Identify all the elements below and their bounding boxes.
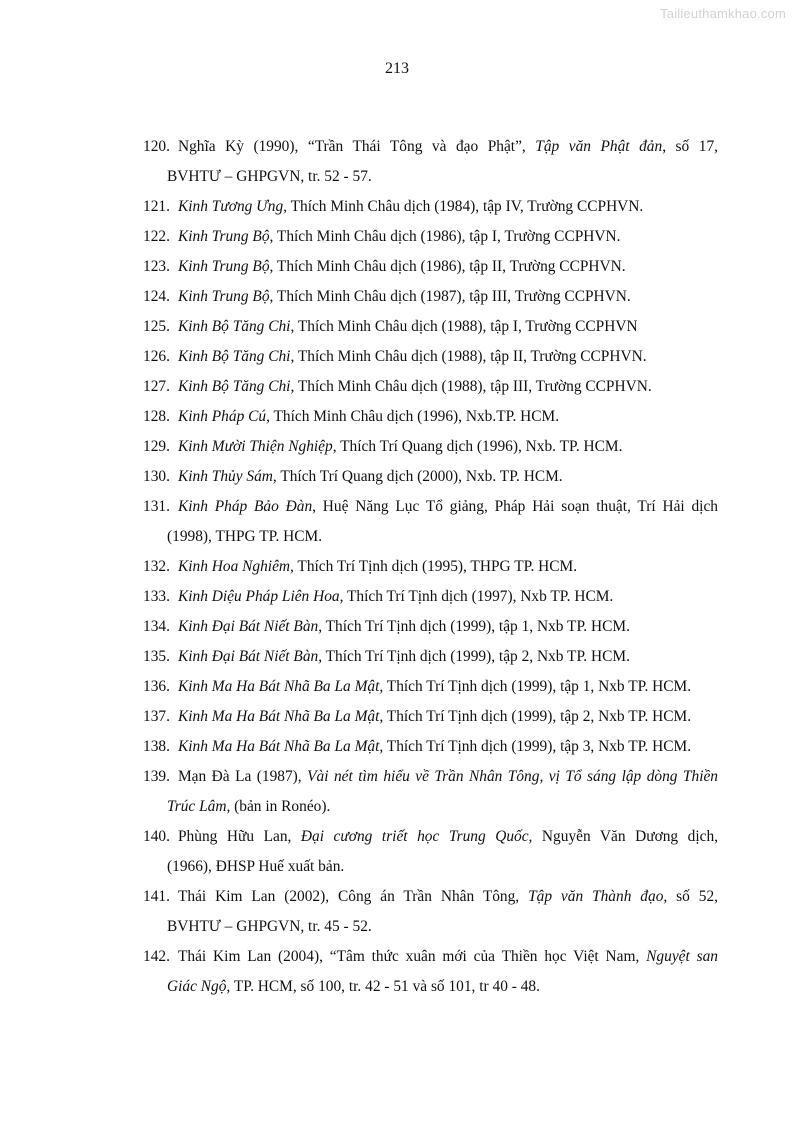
reference-text: , Thích Trí Quang dịch (2000), Nxb. TP. HCM.: [272, 468, 563, 485]
reference-number: 125.: [143, 318, 170, 335]
reference-line: [143, 372, 718, 402]
reference-number: 138.: [143, 738, 170, 755]
reference-text: Thích Trí Tịnh dịch (1997), Nxb TP. HCM.: [343, 588, 614, 605]
reference-line: [143, 552, 718, 582]
reference-title: Kinh Bộ Tăng Chi: [178, 348, 291, 365]
reference-text: TP. HCM, số 100, tr. 42 - 51 và số 101, tr 40 - 48.: [230, 978, 540, 995]
reference-line: [143, 642, 718, 672]
reference-number: 133.: [143, 588, 170, 605]
reference-text: Thích Trí Tịnh dịch (1999), tập 2, Nxb TP. HCM.: [383, 708, 692, 725]
reference-text: (bản in Ronéo).: [230, 798, 331, 815]
reference-text: Mạn Đà La (1987),: [178, 768, 308, 785]
reference-text: BVHTƯ – GHPGVN, tr. 52 - 57.: [167, 168, 372, 185]
reference-line: [143, 282, 718, 312]
reference-line: [143, 492, 718, 522]
reference-number: 139.: [143, 768, 170, 785]
reference-title: Kinh Trung Bộ: [178, 258, 270, 275]
reference-line: [143, 402, 718, 432]
reference-text: , Thích Minh Châu dịch (1988), tập III, Trường CCPHVN.: [290, 378, 652, 395]
reference-number: 132.: [143, 558, 170, 575]
reference-title: Kinh Bộ Tăng Chi: [178, 378, 291, 395]
reference-title: Kinh Đại Bát Niết Bàn,: [178, 618, 323, 635]
reference-line: [143, 792, 718, 822]
reference-number: 135.: [143, 648, 170, 665]
reference-item: [143, 732, 718, 762]
reference-text: Thích Trí Tịnh dịch (1995), THPG TP. HCM.: [293, 558, 578, 575]
reference-item: [143, 882, 718, 942]
reference-title: Kinh Đại Bát Niết Bàn,: [178, 648, 323, 665]
reference-number: 137.: [143, 708, 170, 725]
reference-text: , Thích Minh Châu dịch (1987), tập III, Trường CCPHVN.: [269, 288, 631, 305]
reference-line: [143, 162, 718, 192]
reference-item: [143, 612, 718, 642]
reference-line: [143, 342, 718, 372]
reference-line: [143, 912, 718, 942]
reference-number: 134.: [143, 618, 170, 635]
reference-item: [143, 462, 718, 492]
reference-item: [143, 252, 718, 282]
reference-number: 120.: [143, 138, 170, 155]
reference-item: [143, 552, 718, 582]
reference-line: [143, 972, 718, 1002]
reference-line: [143, 522, 718, 552]
reference-text: Thích Trí Tịnh dịch (1999), tập 1, Nxb TP. HCM.: [322, 618, 630, 635]
reference-item: [143, 312, 718, 342]
reference-item: [143, 342, 718, 372]
reference-number: 124.: [143, 288, 170, 305]
reference-item: [143, 402, 718, 432]
reference-title: Kinh Mười Thiện Nghiệp: [178, 438, 333, 455]
reference-text: , Thích Minh Châu dịch (1986), tập I, Trường CCPHVN.: [269, 228, 621, 245]
reference-number: 129.: [143, 438, 170, 455]
reference-text: Phùng Hữu Lan,: [178, 828, 301, 845]
reference-title: Kinh Pháp Bảo Đàn: [178, 498, 313, 515]
reference-title: Tập văn Thành đạo,: [528, 888, 668, 905]
reference-number: 128.: [143, 408, 170, 425]
reference-text: Thích Minh Châu dịch (1984), tập IV, Trường CCPHVN.: [287, 198, 644, 215]
reference-item: [143, 492, 718, 552]
reference-line: [143, 582, 718, 612]
reference-list: [143, 132, 718, 1002]
reference-title: Kinh Diệu Pháp Liên Hoa,: [178, 588, 344, 605]
reference-item: [143, 582, 718, 612]
reference-line: [143, 822, 718, 852]
reference-text: , số 17,: [662, 138, 719, 155]
reference-number: 141.: [143, 888, 170, 905]
reference-title: Kinh Ma Ha Bát Nhã Ba La Mật,: [178, 708, 384, 725]
reference-line: [143, 192, 718, 222]
reference-item: [143, 942, 718, 1002]
reference-title: Kinh Bộ Tăng Chi: [178, 318, 291, 335]
reference-title: Kinh Trung Bộ: [178, 288, 270, 305]
reference-text: Thái Kim Lan (2002), Công án Trần Nhân Tông,: [178, 888, 529, 905]
reference-line: [143, 882, 718, 912]
reference-text: , Huệ Năng Lục Tổ giảng, Pháp Hải soạn thuật, Trí Hải dịch: [312, 498, 718, 515]
reference-title: Nguyệt san: [646, 948, 718, 965]
reference-text: , Thích Minh Châu dịch (1988), tập II, Trường CCPHVN.: [290, 348, 647, 365]
reference-text: số 52,: [667, 888, 718, 905]
reference-text: (1966), ĐHSP Huế xuất bản.: [167, 858, 345, 875]
reference-line: [143, 672, 718, 702]
reference-number: 131.: [143, 498, 170, 515]
reference-number: 126.: [143, 348, 170, 365]
reference-text: (1998), THPG TP. HCM.: [167, 528, 323, 545]
reference-line: [143, 732, 718, 762]
reference-line: [143, 462, 718, 492]
reference-title: Kinh Trung Bộ: [178, 228, 270, 245]
reference-item: [143, 282, 718, 312]
reference-number: 142.: [143, 948, 170, 965]
reference-text: , Thích Minh Châu dịch (1996), Nxb.TP. HCM.: [266, 408, 560, 425]
reference-title: Kinh Thủy Sám: [178, 468, 273, 485]
reference-item: [143, 822, 718, 882]
reference-number: 123.: [143, 258, 170, 275]
reference-title: Vài nét tìm hiểu về Trần Nhân Tông, vị Tổ sáng lập dòng Thiền: [307, 768, 718, 785]
reference-line: [143, 612, 718, 642]
reference-title: Giác Ngộ,: [167, 978, 231, 995]
reference-line: [143, 852, 718, 882]
reference-number: 127.: [143, 378, 170, 395]
reference-text: , Thích Minh Châu dịch (1986), tập II, Trường CCPHVN.: [269, 258, 626, 275]
reference-item: [143, 432, 718, 462]
reference-line: [143, 942, 718, 972]
watermark: Tailieuthamkhao.com: [660, 6, 786, 21]
reference-line: [143, 762, 718, 792]
reference-text: , Thích Trí Quang dịch (1996), Nxb. TP. HCM.: [332, 438, 623, 455]
reference-text: Thích Trí Tịnh dịch (1999), tập 2, Nxb TP. HCM.: [322, 648, 630, 665]
reference-line: [143, 312, 718, 342]
reference-text: Thái Kim Lan (2004), “Tâm thức xuân mới của Thiền học Việt Nam,: [178, 948, 647, 965]
page-number: 213: [385, 60, 409, 77]
reference-title: Kinh Ma Ha Bát Nhã Ba La Mật,: [178, 678, 384, 695]
reference-item: [143, 372, 718, 402]
reference-line: [143, 252, 718, 282]
reference-item: [143, 222, 718, 252]
reference-title: Kinh Ma Ha Bát Nhã Ba La Mật,: [178, 738, 384, 755]
reference-title: Kinh Hoa Nghiêm,: [178, 558, 294, 575]
reference-text: , Thích Minh Châu dịch (1988), tập I, Trường CCPHVN: [290, 318, 638, 335]
reference-title: Trúc Lâm,: [167, 798, 231, 815]
reference-item: [143, 672, 718, 702]
reference-line: [143, 432, 718, 462]
reference-item: [143, 702, 718, 732]
reference-number: 121.: [143, 198, 170, 215]
reference-title: Kinh Pháp Cú: [178, 408, 267, 425]
reference-line: [143, 222, 718, 252]
reference-number: 136.: [143, 678, 170, 695]
reference-title: Đại cương triết học Trung Quốc,: [300, 828, 533, 845]
reference-text: Nghĩa Kỳ (1990), “Trần Thái Tông và đạo Phật”,: [178, 138, 536, 155]
reference-title: Tập văn Phật đản: [535, 138, 663, 155]
reference-number: 130.: [143, 468, 170, 485]
reference-number: 122.: [143, 228, 170, 245]
reference-text: Thích Trí Tịnh dịch (1999), tập 3, Nxb TP. HCM.: [383, 738, 692, 755]
reference-item: [143, 192, 718, 222]
reference-line: [143, 702, 718, 732]
reference-line: [143, 132, 718, 162]
reference-text: BVHTƯ – GHPGVN, tr. 45 - 52.: [167, 918, 372, 935]
reference-item: [143, 762, 718, 822]
reference-item: [143, 642, 718, 672]
reference-number: 140.: [143, 828, 170, 845]
reference-text: Thích Trí Tịnh dịch (1999), tập 1, Nxb TP. HCM.: [383, 678, 692, 695]
reference-title: Kinh Tương Ưng,: [178, 198, 288, 215]
reference-item: [143, 132, 718, 192]
reference-text: Nguyễn Văn Dương dịch,: [532, 828, 718, 845]
